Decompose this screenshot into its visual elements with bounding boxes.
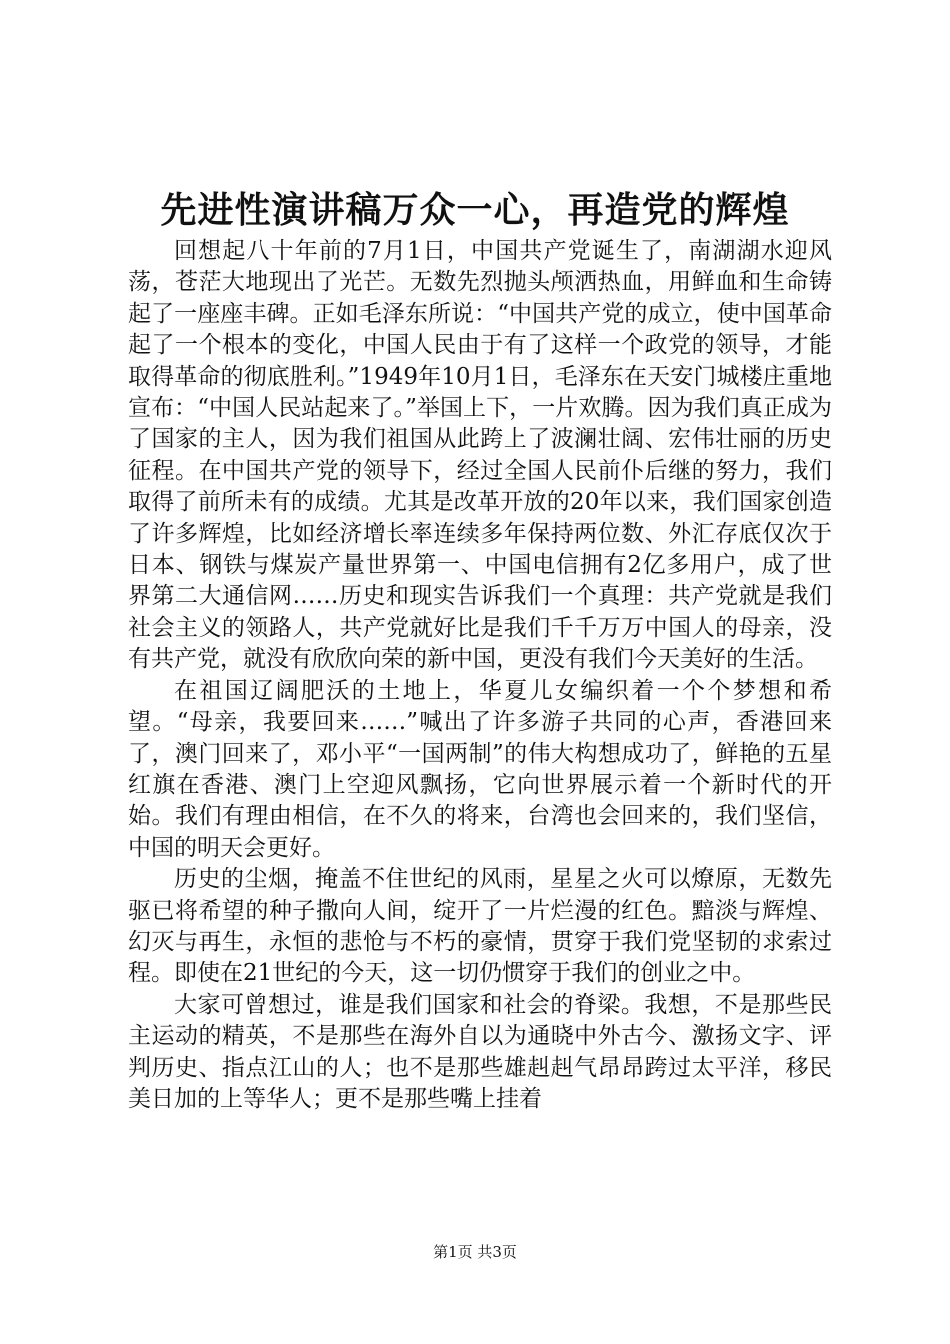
page-number-footer: 第1页 共3页 [433, 1243, 517, 1261]
document-title: 先进性演讲稿万众一心，再造党的辉煌 [160, 189, 790, 231]
document-body [128, 236, 832, 1115]
paragraph-1: 回想起八十年前的7月1日，中国共产党诞生了，南湖湖水迎风荡，苍茫大地现出了光芒。无数先烈抛头颅洒热血，用鲜血和生命铸起了一座座丰碑。正如毛泽东所说：“中国共产党的成立，使中国革命起了一个根本的变化，中国人民由于有了这样一个政党的领导，才能取得革命的彻底胜利。”1949年10月1日，毛泽东在天安门城楼庄重地宣布：“中国人民站起来了。”举国上下，一片欢腾。因为我们真正成为了国家的主人，因为我们祖国从此跨上了波澜壮阔、宏伟壮丽的历史征程。在中国共产党的领导下，经过全国人民前仆后继的努力，我们取得了前所未有的成绩。尤其是改革开放的20年以来，我们国家创造了许多辉煌，比如经济增长率连续多年保持两位数、外汇存底仅次于日本、钢铁与煤炭产量世界第一、中国电信拥有2亿多用户，成了世界第二大通信网……历史和现实告诉我们一个真理：共产党就是我们社会主义的领路人，共产党就好比是我们千千万万中国人的母亲，没有共产党，就没有欣欣向荣的新中国，更没有我们今天美好的生活。 [128, 238, 832, 673]
paragraph-4: 大家可曾想过，谁是我们国家和社会的脊梁。我想，不是那些民主运动的精英，不是那些在海外自以为通晓中外古今、激扬文字、评判历史、指点江山的人；也不是那些雄赳赳气昂昂跨过太平洋，移民美日加的上等华人；更不是那些嘴上挂着 [128, 991, 832, 1112]
paragraph-3: 历史的尘烟，掩盖不住世纪的风雨，星星之火可以燎原，无数先驱已将希望的种子撒向人间，绽开了一片烂漫的红色。黯淡与辉煌、幻灭与再生，永恒的悲怆与不朽的豪情，贯穿于我们党坚韧的求索过程。即使在21世纪的今天，这一切仍惯穿于我们的创业之中。 [128, 866, 832, 987]
paragraph-2: 在祖国辽阔肥沃的土地上，华夏儿女编织着一个个梦想和希望。“母亲，我要回来……”喊出了许多游子共同的心声，香港回来了，澳门回来了，邓小平“一国两制”的伟大构想成功了，鲜艳的五星红旗在香港、澳门上空迎风飘扬，它向世界展示着一个新时代的开始。我们有理由相信，在不久的将来，台湾也会回来的，我们坚信，中国的明天会更好。 [128, 677, 832, 861]
